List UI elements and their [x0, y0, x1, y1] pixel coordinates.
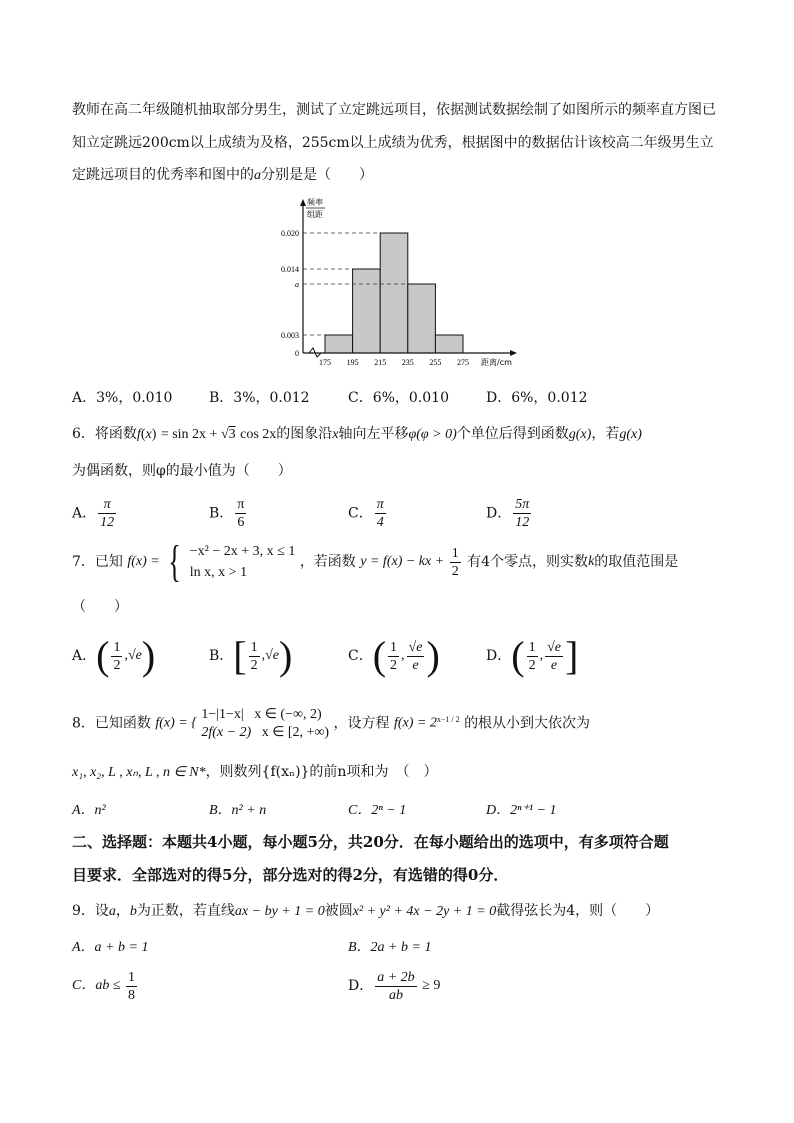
- q8-option-d[interactable]: D．2ⁿ⁺¹ − 1: [486, 803, 557, 818]
- q5-option-a[interactable]: A．3%，0.010: [72, 390, 173, 406]
- q9-option-a[interactable]: A．a + b = 1: [72, 940, 149, 955]
- q8-stem-line1: 8．已知函数 f(x) = { 1−|1−x| x ∈ (−∞, 2) 2f(x − 2) x ∈ [2, +∞) ，设方程 $f(x) = 2^{x-1 / 2}$ 的根从小到大依次为: [72, 706, 591, 740]
- section2-heading-line1: 二、选择题：本题共4小题，每小题5分，共20分．在每小题给出的选项中，有多项符合题: [72, 833, 669, 851]
- q5-option-d[interactable]: D．6%，0.012: [486, 390, 588, 406]
- q5-option-b[interactable]: B．3%，0.012: [209, 390, 310, 406]
- histogram-bar: [408, 284, 436, 353]
- y-tick-label: 0.003: [281, 331, 299, 340]
- q6-option-b[interactable]: B． $\frac{\pi}{6}$: [209, 497, 245, 530]
- q7-stem-line1: 7．已知 f(x) = { −x² − 2x + 3, x ≤ 1 ln x, x > 1 ，若函数 y = f(x) − kx + $\frac{1}{2}$ 有4个零点，则实数k的取值范围是: [72, 537, 679, 586]
- q7-option-c[interactable]: C．( $\frac{1}{2}$ , $\frac{√e}{e}$ ): [348, 633, 440, 678]
- q6-option-a[interactable]: A． $\frac{\pi}{12}$: [72, 497, 115, 530]
- q7-option-d[interactable]: D．( $\frac{1}{2}$ , $\frac{√e}{e}$ ]: [486, 633, 579, 678]
- q5-stem-line3: 定跳远项目的优秀率和图中的a分别是是（ ）: [72, 167, 373, 183]
- q5-stem-line2: 知立定跳远200cm以上成绩为及格，255cm以上成绩为优秀，根据图中的数据估计该校高二年级男生立: [72, 135, 714, 151]
- frequency-histogram: [265, 195, 525, 375]
- section2-heading-line2: 目要求．全部选对的得5分，部分选对的得2分，有选错的得0分．: [72, 866, 509, 884]
- y-axis-label-bottom: 组距: [307, 210, 323, 219]
- histogram-bar: [325, 335, 353, 353]
- q7-stem-line2: （ ）: [72, 599, 128, 615]
- q9-option-c[interactable]: C．ab ≤ $\frac{1}{8}$: [72, 969, 136, 1003]
- x-axis-label: 距离/cm: [481, 358, 512, 367]
- q7-option-b[interactable]: B．[ $\frac{1}{2}$ ,√e): [209, 633, 293, 678]
- q9-stem: 9．设a，b为正数，若直线ax − by + 1 = 0被圆x² + y² + 4x − 2y + 1 = 0截得弦长为4，则（ ）: [72, 903, 660, 919]
- histogram-bar: [353, 269, 381, 353]
- q6-stem-line1: 6．将函数f(x) = sin 2x + √3 cos 2x的图象沿x轴向左平移φ(φ > 0)个单位后得到函数g(x)，若g(x): [72, 426, 642, 442]
- x-tick-label: 255: [429, 358, 442, 367]
- q8-option-a[interactable]: A．n²: [72, 803, 106, 818]
- x-tick-label: 235: [401, 358, 414, 367]
- y-axis-arrow: [300, 199, 306, 206]
- y-tick-label: a: [295, 280, 299, 289]
- q7-option-a[interactable]: A．( $\frac{1}{2}$ ,√e): [72, 633, 156, 678]
- q8-option-b[interactable]: B．n² + n: [209, 803, 267, 818]
- origin-label: 0: [295, 349, 299, 358]
- q5-option-c[interactable]: C．6%，0.010: [348, 390, 450, 406]
- q9-option-d[interactable]: D． $\frac{a + 2b}{ab}$ ≥ 9: [348, 969, 441, 1003]
- x-tick-label: 195: [346, 358, 359, 367]
- q8-stem-line2: x₁, x₂, L , xₙ, L , n ∈ N*，则数列{f(xₙ)}的前n项和为 （ ）: [72, 764, 438, 780]
- histogram-bar: [435, 335, 463, 353]
- y-tick-label: 0.014: [281, 265, 299, 274]
- q6-option-c[interactable]: C． $\frac{\pi}{4}$: [348, 497, 384, 530]
- q7-piecewise: −x² − 2x + 3, x ≤ 1 ln x, x > 1: [189, 544, 296, 580]
- q5-stem-line1: 教师在高二年级随机抽取部分男生，测试了立定跳远项目，依据测试数据绘制了如图所示的频率直方图已: [72, 102, 716, 118]
- q8-option-c[interactable]: C．2ⁿ − 1: [348, 803, 407, 818]
- q6-option-d[interactable]: D． $\frac{5\pi}{12}$: [486, 497, 530, 530]
- x-tick-label: 215: [374, 358, 387, 367]
- y-tick-label: 0.020: [281, 229, 299, 238]
- x-axis-arrow: [510, 350, 517, 356]
- q9-option-b[interactable]: B．2a + b = 1: [348, 940, 432, 955]
- x-tick-label: 175: [319, 358, 331, 367]
- q6-stem-line2: 为偶函数，则φ的最小值为（ ）: [72, 463, 292, 479]
- x-tick-label: 275: [457, 358, 469, 367]
- histogram-bar: [380, 233, 408, 353]
- q8-piecewise: 1−|1−x| x ∈ (−∞, 2) 2f(x − 2) x ∈ [2, +∞): [201, 706, 330, 740]
- y-axis-label-top: 频率: [307, 198, 323, 207]
